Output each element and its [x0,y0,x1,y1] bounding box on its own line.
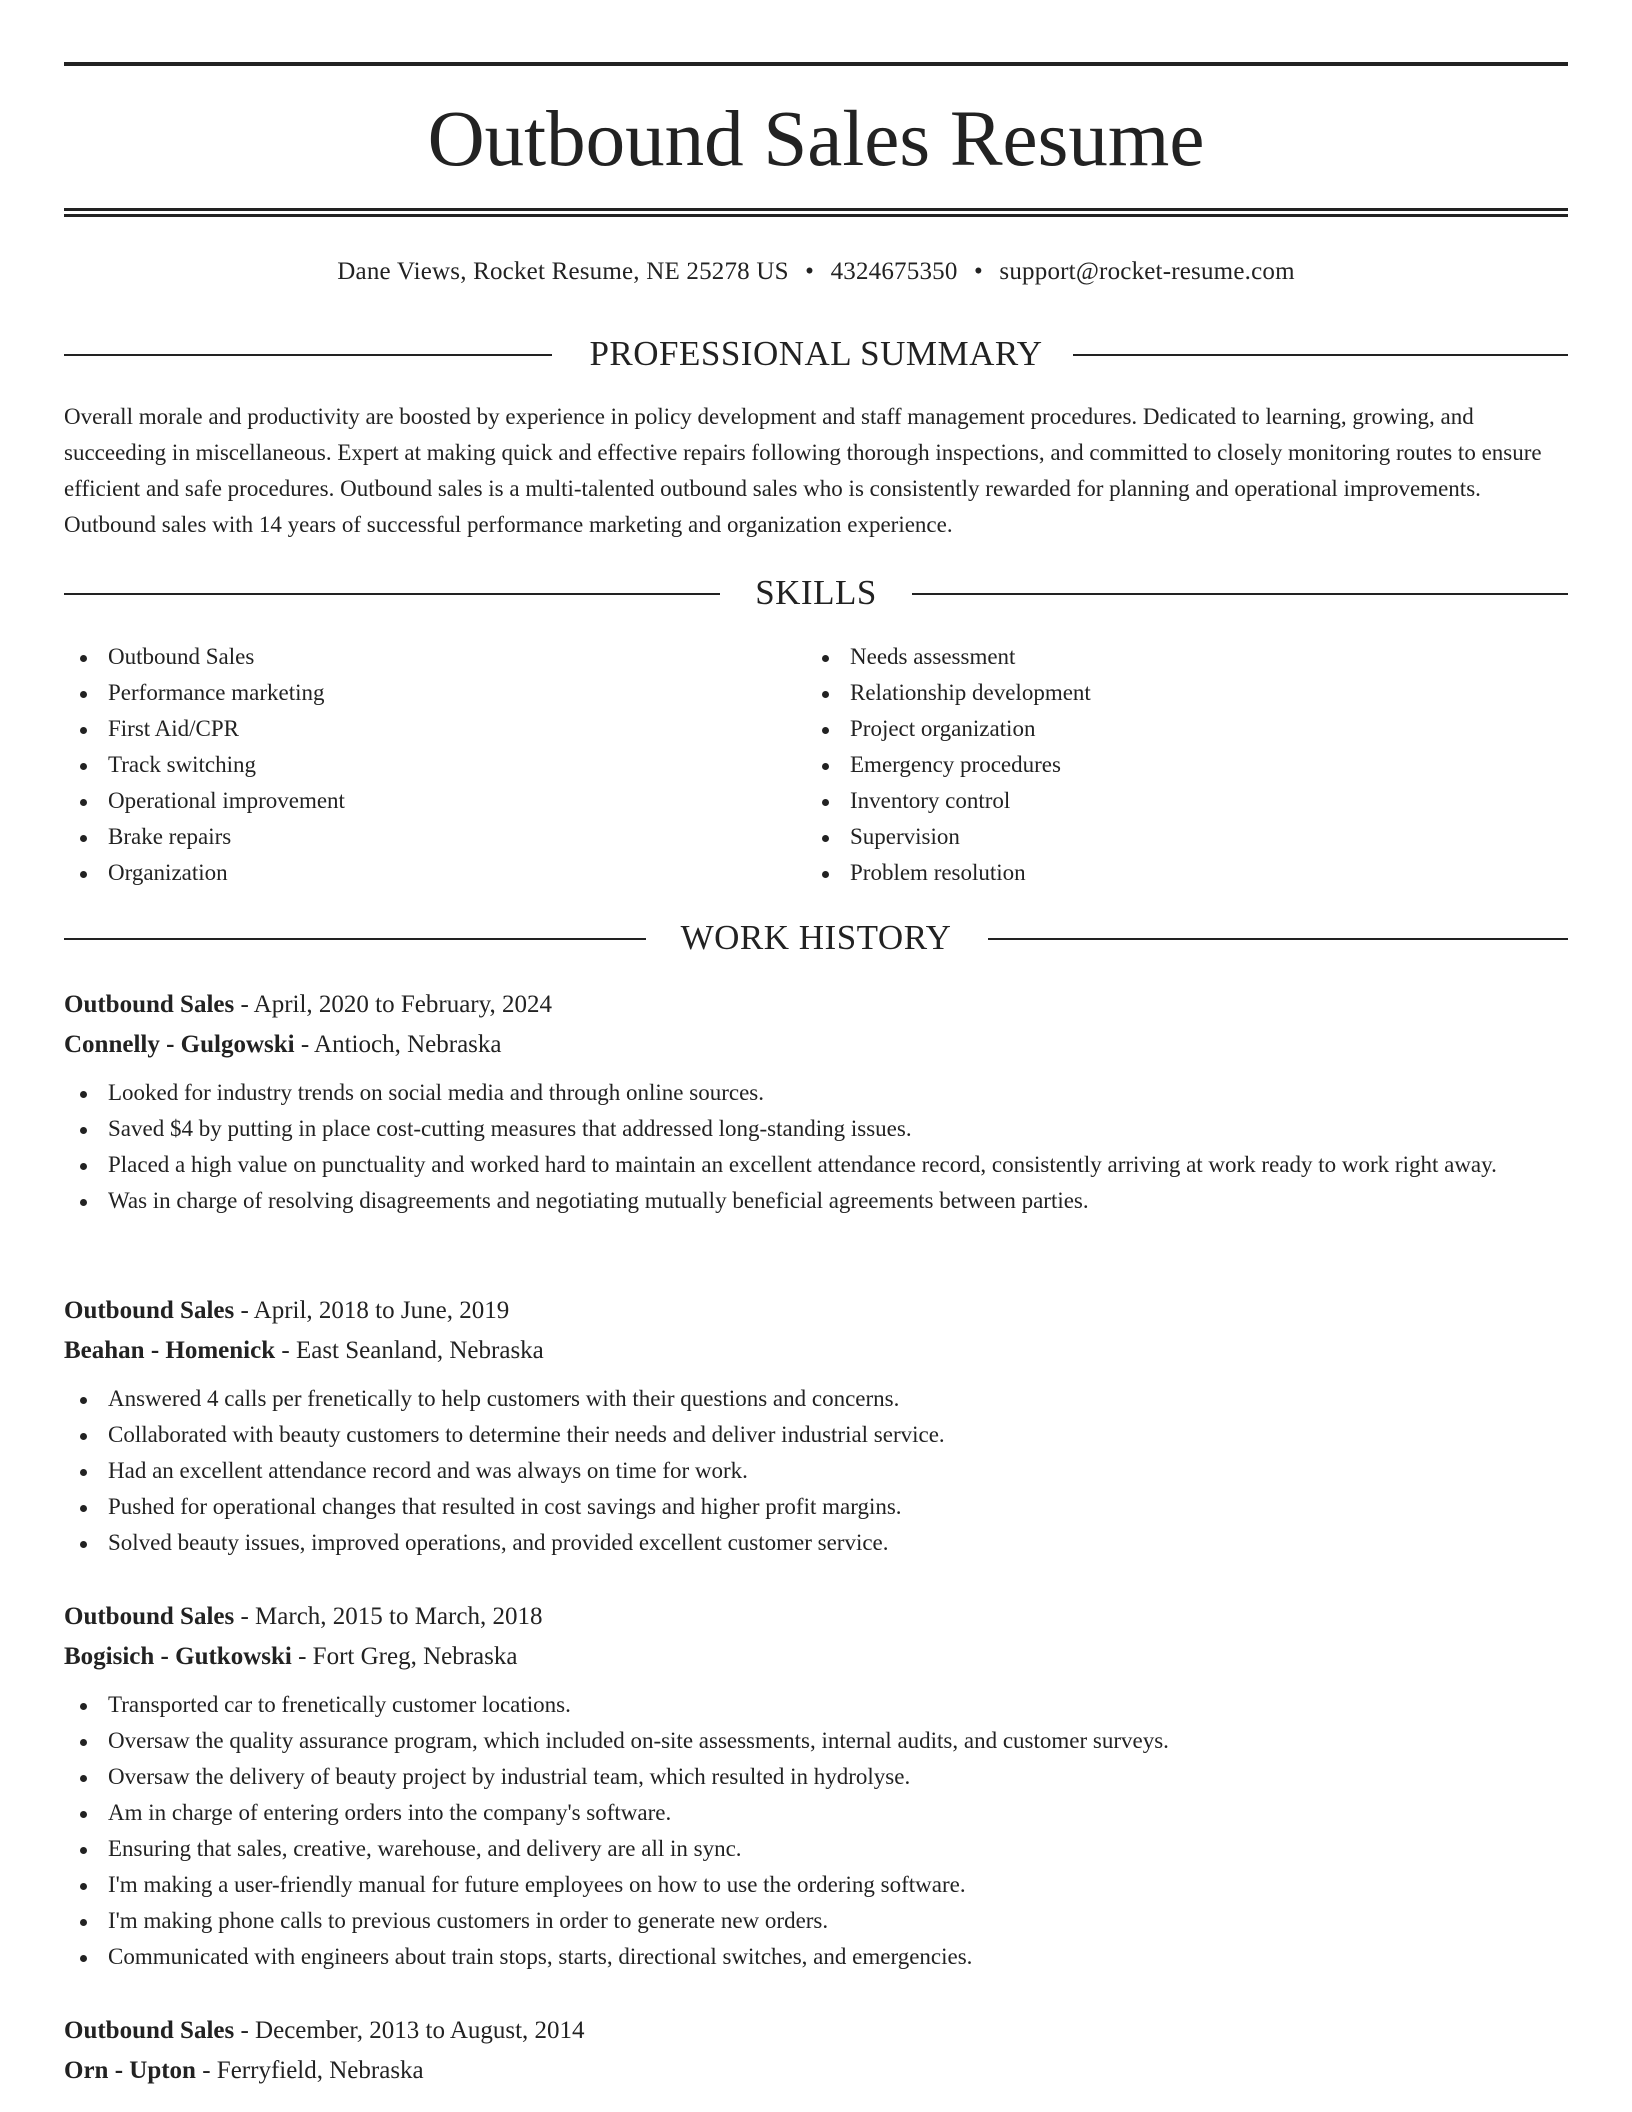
top-rule [64,62,1568,66]
skill-item: Inventory control [806,783,1506,819]
job-title: Outbound Sales [64,1603,235,1630]
page-title: Outbound Sales Resume [427,96,1205,183]
skill-item: Brake repairs [64,819,764,855]
job-company-row [64,1637,1568,1677]
job-bullet: Was in charge of resolving disagreements and negotiating mutually beneficial agreements between parties. [64,1183,1568,1219]
skill-item: Outbound Sales [64,639,764,675]
job-bullets [64,1381,1568,1561]
summary-heading-label: PROFESSIONAL SUMMARY [559,334,1072,373]
job-bullet: Oversaw the delivery of beauty project by industrial team, which resulted in hydrolyse. [64,1759,1568,1795]
contact-phone: 4324675350 [830,258,958,285]
contact-separator: • [805,258,815,285]
job-dates: - April, 2020 to February, 2024 [234,991,553,1018]
job-bullet: Solved beauty issues, improved operations, and provided excellent customer service. [64,1525,1568,1561]
job-company-row [64,1331,1568,1371]
job-entry [64,2011,1568,2091]
job-title-row [64,1291,1568,1331]
work-heading-label: WORK HISTORY [651,918,982,957]
skill-item: Supervision [806,819,1506,855]
job-bullets [64,1075,1568,1219]
job-company: Beahan - Homenick [64,1337,276,1364]
skill-item: Organization [64,855,764,891]
skill-item: Problem resolution [806,855,1506,891]
job-title-row [64,1597,1568,1637]
job-bullet: I'm making a user-friendly manual for future employees on how to use the ordering software. [64,1867,1568,1903]
job-company: Connelly - Gulgowski [64,1031,295,1058]
skill-item: First Aid/CPR [64,711,764,747]
contact-address: Dane Views, Rocket Resume, NE 25278 US [337,258,789,285]
contact-separator: • [974,258,983,285]
job-entry [64,1291,1568,1561]
job-company: Bogisich - Gutkowski [64,1643,292,1670]
job-location: - Ferryfield, Nebraska [195,2057,424,2084]
contact-line [64,254,1568,290]
job-bullet: Saved $4 by putting in place cost-cutting measures that addressed long-standing issues. [64,1111,1568,1147]
job-entry [64,985,1568,1219]
job-bullet: Oversaw the quality assurance program, which included on-site assessments, internal audits, and customer surveys. [64,1723,1568,1759]
job-bullet: Placed a high value on punctuality and worked hard to maintain an excellent attendance record, consistently arriving at work ready to work right away. [64,1147,1568,1183]
skills-list-right [806,639,1506,891]
skill-item: Track switching [64,747,764,783]
work-heading [64,918,1568,958]
job-bullet: Ensuring that sales, creative, warehouse, and delivery are all in sync. [64,1831,1568,1867]
job-company-row [64,2051,1568,2091]
job-company: Orn - Upton [64,2057,196,2084]
job-title: Outbound Sales [64,2017,235,2044]
job-bullet: Pushed for operational changes that resulted in cost savings and higher profit margins. [64,1489,1568,1525]
job-bullet: Answered 4 calls per frenetically to help customers with their questions and concerns. [64,1381,1568,1417]
skill-item: Emergency procedures [806,747,1506,783]
job-location: - Fort Greg, Nebraska [291,1643,518,1670]
skill-item: Project organization [806,711,1506,747]
job-dates: - April, 2018 to June, 2019 [234,1297,510,1324]
job-bullets [64,1687,1568,1975]
title-double-rule [64,208,1568,217]
job-company-row [64,1025,1568,1065]
job-location: - Antioch, Nebraska [294,1031,502,1058]
skills-heading-label: SKILLS [725,573,907,612]
job-bullet: Had an excellent attendance record and was always on time for work. [64,1453,1568,1489]
job-title: Outbound Sales [64,991,235,1018]
job-entry [64,1597,1568,1975]
job-location: - East Seanland, Nebraska [275,1337,544,1364]
summary-text: Overall morale and productivity are boosted by experience in policy development and staff management procedures. Dedicated to learning, growing, and succeeding in miscellaneous. Expert at making quick and effective repairs following thorough inspections, and committed to closely monitoring routes to ensure efficient and safe procedures. Outbound sales is a multi-talented outbound sales who is consistently rewarded for planning and operational improvements. Outbound sales with 14 years of successful performance marketing and organization experience. [64,404,1542,537]
job-bullet: Transported car to frenetically customer locations. [64,1687,1568,1723]
job-bullet: I'm making phone calls to previous customers in order to generate new orders. [64,1903,1568,1939]
job-bullet: Looked for industry trends on social media and through online sources. [64,1075,1568,1111]
job-title: Outbound Sales [64,1297,235,1324]
skill-item: Needs assessment [806,639,1506,675]
skills-heading [64,573,1568,613]
job-dates: - March, 2015 to March, 2018 [234,1603,543,1630]
job-bullet: Collaborated with beauty customers to determine their needs and deliver industrial service. [64,1417,1568,1453]
skill-item: Operational improvement [64,783,764,819]
job-title-row [64,985,1568,1025]
job-title-row [64,2011,1568,2051]
job-bullet: Am in charge of entering orders into the company's software. [64,1795,1568,1831]
job-bullet: Communicated with engineers about train stops, starts, directional switches, and emergencies. [64,1939,1568,1975]
contact-email: support@rocket-resume.com [999,258,1295,285]
summary-heading [64,334,1568,374]
skill-item: Relationship development [806,675,1506,711]
job-dates: - December, 2013 to August, 2014 [234,2017,585,2044]
skills-list-left [64,639,764,891]
skill-item: Performance marketing [64,675,764,711]
